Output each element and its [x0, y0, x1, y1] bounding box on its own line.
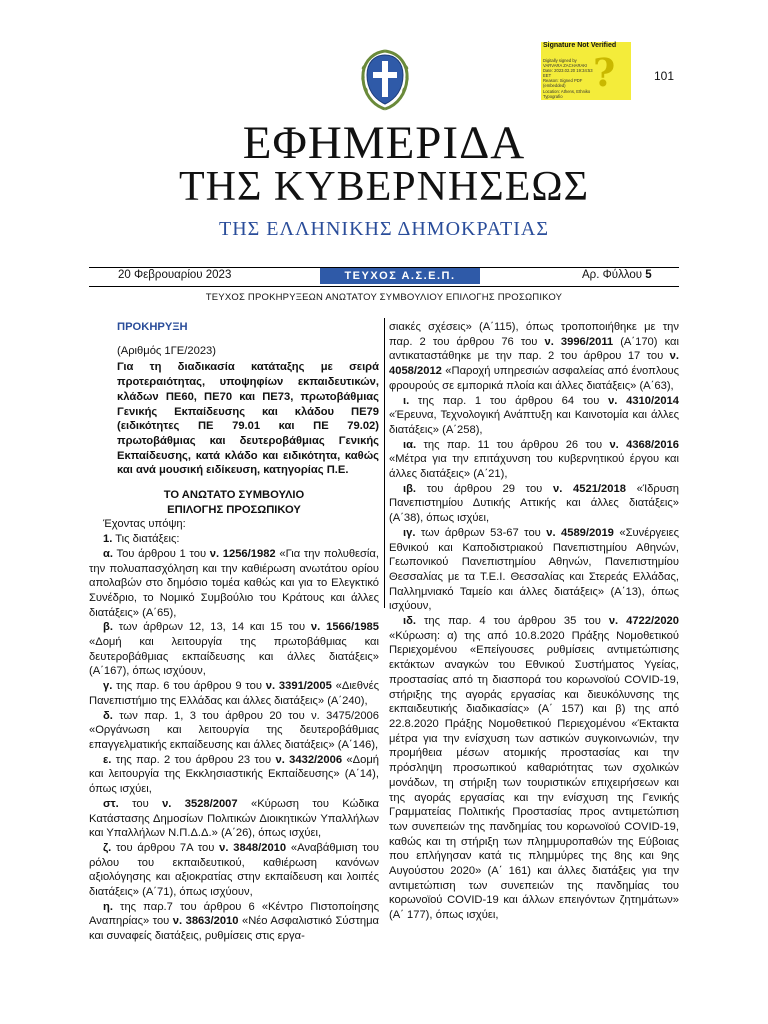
- page-number: 101: [654, 69, 675, 83]
- sheet-number-value: 5: [645, 269, 652, 281]
- item-e: ε. της παρ. 2 του άρθρου 23 του ν. 3432/2006 «Δομή και λειτουργία της Εκκλησιαστικής Εκπαίδευσης» (Α΄14), όπως ισχύει,: [89, 753, 379, 796]
- paragraph-1: 1. Τις διατάξεις:: [103, 533, 180, 546]
- item-a: α. Του άρθρου 1 του ν. 1256/1982 «Για την πολυθεσία, την πολυαπασχόληση και την καθιέρωση ανωτάτου ορίου απολαβών στο δημόσιο τομέα καθώς και για το Ελεγκτικό Συνέδριο, το Νομικό Συμβούλιο του Κράτους και άλλες διατάξεις» (Α΄65),: [89, 547, 379, 619]
- column-divider: [384, 318, 385, 608]
- masthead-subtitle: ΤΗΣ ΕΛΛΗΝΙΚΗΣ ΔΗΜΟΚΡΑΤΙΑΣ: [219, 218, 549, 240]
- digital-signature-stamp: [541, 42, 631, 100]
- masthead-title-line1: ΕΦΗΜΕΡΙΔΑ: [242, 117, 526, 169]
- notice-summary: Για τη διαδικασία κατάταξης με σειρά προτεραιότητας, υποψηφίων εκπαιδευτικών, κλάδων ΠΕ60, ΠΕ70 και ΠΕ73, πρωτοβάθμιας Γενικής Εκπαίδευσης και κλάδου ΠΕ79 (ειδικότητες ΠΕ 79.01 και ΠΕ 79.02) πρωτοβάθμιας και δευτεροβάθμιας Γενικής Εκπαίδευσης, κατά κλάδο και ειδικότητα, καθώς και ανά μουσική ειδίκευση, κατηγορίας Π.Ε.: [117, 361, 379, 477]
- signature-details: Digitally signed by VARVARA ZACHARAKI Date: 2023.02.20 19:34:53 EET Reason: Signed PDF (embedded) Location: Athens, Ethniko Typografio: [543, 58, 593, 99]
- item-d: δ. των παρ. 1, 3 του άρθρου 20 του ν. 3475/2006 «Οργάνωση και λειτουργία της δευτεροβάθμιας επαγγελματικής εκπαίδευσης και άλλες διατάξεις» (Α΄146),: [89, 709, 379, 751]
- sheet-number: [582, 269, 652, 281]
- issue-series-badge: ΤΕΥΧΟΣ Α.Σ.Ε.Π.: [320, 268, 480, 284]
- signature-title: Signature Not Verified: [543, 42, 617, 49]
- item-st: στ. του ν. 3528/2007 «Κύρωση του Κώδικα Κατάστασης Δημοσίων Πολιτικών Διοικητικών Υπαλλήλων και Υπαλλήλων Ν.Π.Δ.Δ.» (Α΄26), όπως ισχύει,: [89, 797, 379, 840]
- left-column: [89, 320, 379, 944]
- item-b: β. των άρθρων 12, 13, 14 και 15 του ν. 1566/1985 «Δομή και λειτουργία της πρωτοβάθμιας και δευτεροβάθμιας εκπαίδευσης και άλλες διατάξεις» (Α΄167), όπως ισχύουν,: [89, 621, 379, 678]
- right-column: [389, 320, 679, 923]
- item-i: ι. της παρ. 1 του άρθρου 64 του ν. 4310/2014 «Έρευνα, Τεχνολογική Ανάπτυξη και Καινοτομία και άλλες διατάξεις» (Α΄258),: [389, 394, 679, 436]
- item-h: η. της παρ.7 του άρθρου 6 «Κέντρο Πιστοποίησης Αναπηρίας» του ν. 3863/2010 «Νέο Ασφαλιστικό Σύστημα και συναφείς διατάξεις, ρυθμίσεις στις εργα-: [89, 900, 379, 943]
- issuing-body-line2: ΕΠΙΛΟΓΗΣ ΠΡΟΣΩΠΙΚΟΥ: [167, 503, 301, 516]
- sheet-label: Αρ. Φύλλου: [582, 269, 643, 281]
- item-g: γ. της παρ. 6 του άρθρου 9 του ν. 3391/2005 «Διεθνές Πανεπιστήμιο της Ελλάδας και άλλες διατάξεις» (Α΄240),: [89, 680, 379, 707]
- notice-number: (Αριθμός 1ΓΕ/2023): [117, 344, 216, 357]
- issuing-body-line1: ΤΟ ΑΝΩΤΑΤΟ ΣΥΜΒΟΥΛΙΟ: [163, 489, 305, 502]
- header-rule-bottom: [89, 286, 679, 287]
- item-ia: ια. της παρ. 11 του άρθρου 26 του ν. 4368/2016 «Μέτρα για την επιτάχυνση του κυβερνητικού έργου και άλλες διατάξεις» (Α΄21),: [389, 438, 679, 481]
- masthead-title-line2: ΤΗΣ ΚΥΒΕΡΝΗΣΕΩΣ: [178, 164, 590, 210]
- item-ib: ιβ. του άρθρου 29 του ν. 4521/2018 «Ίδρυση Πανεπιστημίου Δυτικής Αττικής και άλλες διατάξεις» (Α΄38), όπως ισχύει,: [389, 482, 679, 525]
- issue-date: 20 Φεβρουαρίου 2023: [118, 269, 232, 281]
- considering: Έχοντας υπόψη:: [103, 518, 186, 531]
- issue-description: ΤΕΥΧΟΣ ΠΡΟΚΗΡΥΞΕΩΝ ΑΝΩΤΑΤΟΥ ΣΥΜΒΟΥΛΙΟΥ ΕΠΙΛΟΓΗΣ ΠΡΟΣΩΠΙΚΟΥ: [205, 292, 563, 303]
- item-z: ζ. του άρθρου 7Α του ν. 3848/2010 «Αναβάθμιση του ρόλου του εκπαιδευτικού, καθιέρωση κανόνων αξιολόγησης και αξιοκρατίας στην εκπαίδευση και λοιπές διατάξεις» (Α΄71), όπως ισχύουν,: [89, 841, 379, 899]
- item-id: ιδ. της παρ. 4 του άρθρου 35 του ν. 4722/2020 «Κύρωση: α) της από 10.8.2020 Πράξης Νομοθετικού Περιεχομένου «Επείγουσες ρυθμίσεις αντιμετώπισης εκτάκτων αναγκών του Εθνικού Συστήματος Υγείας, προστασίας από τη διασπορά του κορωνοϊού COVID-19, στήριξης της αγοράς εργασίας και διευκόλυνσης της εκπαιδευτικής διαδικασίας» (Α΄ 157) και β) της από 22.8.2020 Πράξης Νομοθετικού Περιεχομένου «Έκτακτα μέτρα για την ενίσχυση των αστικών συγκοινωνιών, την προμήθεια μέσων ατομικής προστασίας και την πρόσληψη προσωπικού καθαριότητας των σχολικών μονάδων, τη στήριξη των τουριστικών επιχειρήσεων και της αγοράς εργασίας και την ενίσχυση της Γενικής Γραμματείας Πολιτικής Προστασίας προς αντιμετώπιση των συνεπειών της πανδημίας του κορωνοϊού COVID-19, καθώς και τη στήριξη των πλημμυροπαθών της Εύβοιας που επλήγησαν κατά τις πλημμύρες της 8ης και 9ης Αυγούστου 2020» (Α΄ 161) και άλλες διατάξεις για την αντιμετώπιση των συνεπειών της πανδημίας του κορωνοϊού COVID-19 και άλλων επειγόντων ζητημάτων» (Α΄ 177), όπως ισχύει,: [389, 615, 679, 922]
- greek-coat-of-arms-icon: [354, 45, 416, 113]
- item-h-continued: σιακές σχέσεις» (Α΄115), όπως τροποποιήθηκε με την παρ. 2 του άρθρου 76 του ν. 3996/2011 (Α΄170) και αντικαταστάθηκε με την παρ. 2 του άρθρου 17 του ν. 4058/2012 «Παροχή υπηρεσιών ασφαλείας από ένοπλους φρουρούς σε εμπορικά πλοία και άλλες διατάξεις» (Α΄63),: [389, 321, 679, 392]
- item-ig: ιγ. των άρθρων 53-67 του ν. 4589/2019 «Συνέργειες Εθνικού και Καποδιστριακού Πανεπιστημίου Αθηνών, Γεωπονικού Πανεπιστημίου Αθηνών, Πανεπιστημίου Θεσσαλίας με τα Τ.Ε.Ι. Θεσσαλίας και Στερεάς Ελλάδας, Παλλημνιακό Ταμείο και άλλες διατάξεις» (Α΄13), όπως ισχύουν,: [389, 526, 679, 613]
- notice-heading: ΠΡΟΚΗΡΥΞΗ: [117, 321, 188, 333]
- signature-question-icon: ?: [593, 50, 616, 95]
